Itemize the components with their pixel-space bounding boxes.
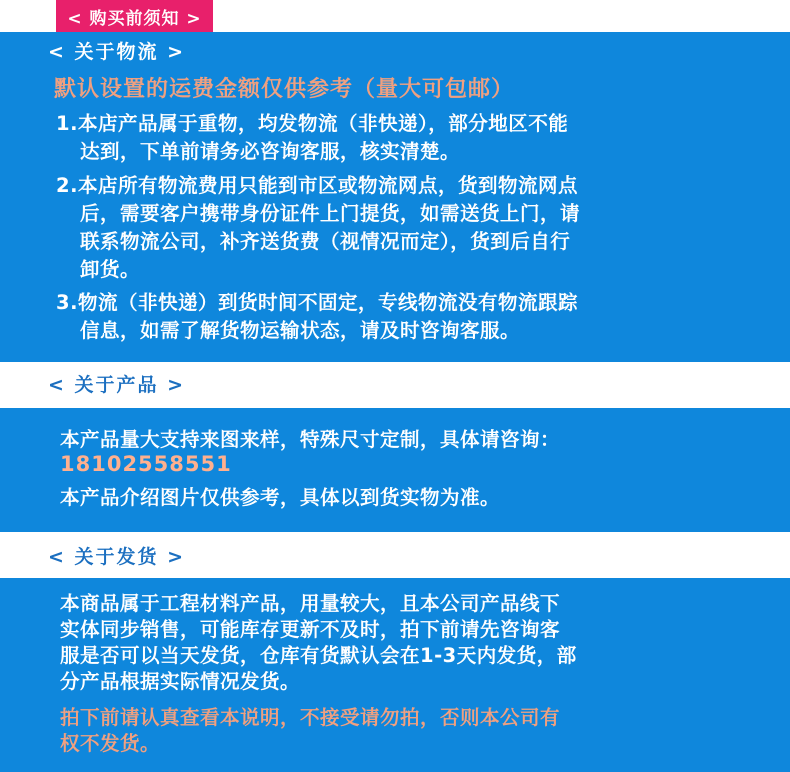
shipping-warning-line2: 权不发货。 — [60, 732, 161, 755]
product-header-band — [0, 362, 790, 408]
product-panel — [0, 408, 790, 532]
logistics-p3-line1: 3.物流（非快递）到货时间不固定，专线物流没有物流跟踪 — [56, 291, 578, 314]
product-custom-line: 本产品量大支持来图来样，特殊尺寸定制，具体请咨询： — [60, 428, 561, 451]
logistics-p2-line2: 后，需要客户携带身份证件上门提货，如需送货上门，请 — [80, 202, 581, 225]
logistics-p1-line2: 达到，下单前请务必咨询客服，核实清楚。 — [80, 140, 461, 163]
shipping-p1-line3: 服是否可以当天发货，仓库有货默认会在1-3天内发货，部 — [60, 644, 577, 667]
logistics-header: < 关于物流 > — [48, 41, 186, 63]
product-image-note: 本产品介绍图片仅供参考，具体以到货实物为准。 — [60, 486, 501, 509]
shipping-p1-line1: 本商品属于工程材料产品，用量较大，且本公司产品线下 — [60, 592, 561, 615]
shipping-panel — [0, 578, 790, 772]
logistics-p1-line1: 1.本店产品属于重物，均发物流（非快递），部分地区不能 — [56, 112, 569, 135]
logistics-p2-line1: 2.本店所有物流费用只能到市区或物流网点，货到物流网点 — [56, 174, 578, 197]
shipping-p1-line2: 实体同步销售，可能库存更新不及时，拍下前请先咨询客 — [60, 618, 561, 641]
logistics-p3-line2: 信息，如需了解货物运输状态，请及时咨询客服。 — [80, 319, 521, 342]
logistics-panel — [0, 32, 790, 362]
notice-tag: < 购买前须知 > — [56, 0, 213, 32]
logistics-p2-line3: 联系物流公司，补齐送货费（视情况而定），货到后自行 — [80, 230, 571, 253]
shipping-header: < 关于发货 > — [48, 546, 186, 568]
logistics-p2-line4: 卸货。 — [80, 258, 141, 281]
shipping-warning-line1: 拍下前请认真查看本说明，不接受请勿拍，否则本公司有 — [60, 706, 561, 729]
product-header: < 关于产品 > — [48, 374, 186, 396]
contact-phone: 18102558551 — [60, 452, 232, 476]
shipping-fee-note: 默认设置的运费金额仅供参考（量大可包邮） — [54, 77, 515, 102]
shipping-p1-line4: 分产品根据实际情况发货。 — [60, 670, 301, 693]
shipping-header-band — [0, 532, 790, 578]
